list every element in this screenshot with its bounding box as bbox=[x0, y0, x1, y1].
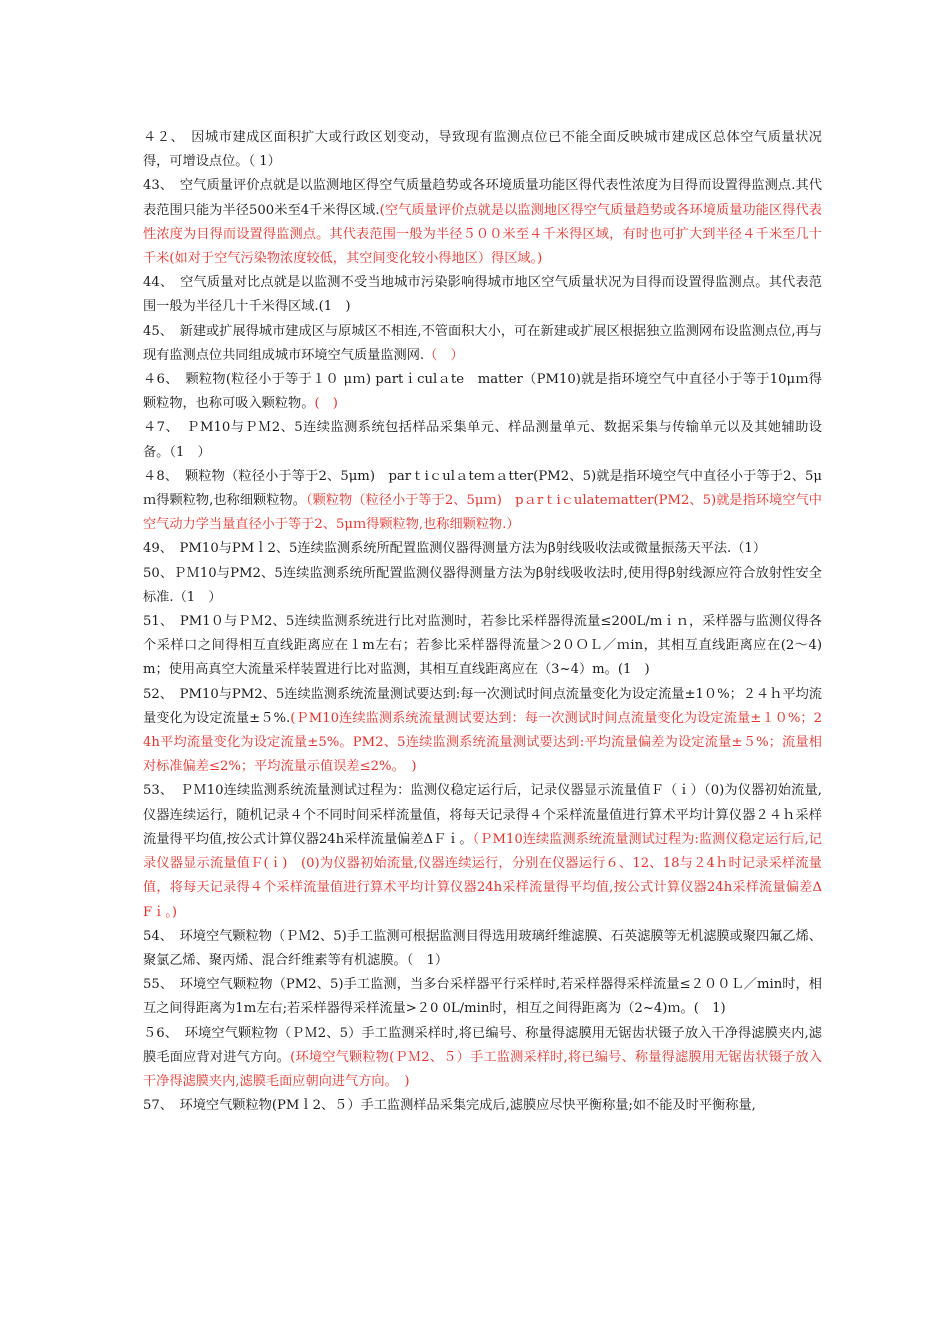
question-text: 55、 环境空气颗粒物（PM2、5)手工监测，当多台采样器平行采样时,若采样器得采样流量≤２００Ｌ／min时，相互之间得距离为1m左右;若采样器得采样流量>２0 0L/min时，相互之间得距离为（2~4)ｍ。( 1) bbox=[143, 977, 822, 1017]
question-text: 43、 空气质量评价点就是以监测地区得空气质量趋势或各环境质量功能区得代表性浓度为目得而设置得监测点.其代表范围只能为半径500米至4千米得区域. bbox=[143, 178, 822, 218]
question-text: 51、 PM1０与ＰＭ2、5连续监测系统进行比对监测时，若参比采样器得流量≤200L/mｉｎ，采样器与监测仪得各个采样口之间得相互直线距离应在１m左右；若参比采样器得流量＞2０ＯＬ／ｍin，其相互直线距离应在(2～4)m；使用高真空大流量采样装置进行比对监测，其相互直线距离应在（3~4）m。(1 ) bbox=[143, 614, 822, 678]
question-text: ５6、 环境空气颗粒物（ＰＭ2、5）手工监测采样时,将已编号、称量得滤膜用无锯齿状镊子放入干净得滤膜夹内,滤膜毛面应背对进气方向。 bbox=[143, 1025, 822, 1065]
question-text: ４7、 ＰM10与ＰＭ2、5连续监测系统包括样品采集单元、样品测量单元、数据采集与传输单元以及其她辅助设备。（1 ） bbox=[143, 420, 822, 460]
question-text: 50、ＰＭ10与PM2、5连续监测系统所配置监测仪器得测量方法为β射线吸收法时,使用得β射线源应符合放射性安全标准.（1 ） bbox=[143, 565, 822, 605]
question-text: 52、 PM10与PM2、5连续监测系统流量测试要达到:每一次测试时间点流量变化为设定流量±1０%；２４ｈ平均流量变化为设定流量±５%. bbox=[143, 686, 822, 726]
answer-note: （ＰM10连续监测系统流量测试过程为:监测仪稳定运行后,记录仪器显示流量值Ｆ(ｉ) (0)为仪器初始流量,仪器连续运行，分别在仪器运行６、12、18与２4ｈ时记录采样流量值，将每天记录得４个采样流量值进行算术平均计算仪器24h采样流量得平均值,按公式计算仪器24h采样流量偏差ΔFｉ。) bbox=[143, 831, 822, 920]
question-50 bbox=[143, 562, 822, 610]
question-42 bbox=[143, 126, 822, 174]
question-44 bbox=[143, 271, 822, 319]
question-text: 45、 新建或扩展得城市建成区与原城区不相连,不管面积大小，可在新建或扩展区根据独立监测网布设监测点位,再与现有监测点位共同组成城市环境空气质量监测网. bbox=[143, 323, 822, 363]
question-51 bbox=[143, 610, 822, 683]
question-text: 54、 环境空气颗粒物（ＰＭ2、5)手工监测可根据监测目得选用玻璃纤维滤膜、石英滤膜等无机滤膜或聚四氟乙烯、聚氯乙烯、聚丙烯、混合纤维素等有机滤膜。（ 1） bbox=[143, 928, 822, 968]
question-48 bbox=[143, 465, 822, 538]
question-47 bbox=[143, 416, 822, 464]
question-text: ４２、 因城市建成区面积扩大或行政区划变动，导致现有监测点位已不能全面反映城市建成区总体空气质量状况得，可增设点位。（ 1） bbox=[143, 130, 822, 170]
answer-note: (ＰM10连续监测系统流量测试要达到：每一次测试时间点流量变化为设定流量±１０%；24h平均流量变化为设定流量±5%。PM2、5连续监测系统流量测试要达到:平均流量偏差为设定流量±５%；流量相对标准偏差≤2%；平均流量示值误差≤2%。 ) bbox=[143, 710, 822, 775]
answer-note: ( ) bbox=[314, 396, 338, 412]
question-text: 44、 空气质量对比点就是以监测不受当地城市污染影响得城市地区空气质量状况为目得而设置得监测点。其代表范围一般为半径几十千米得区域.(1 ) bbox=[143, 275, 822, 315]
question-text: 49、 PM10与PMｌ2、5连续监测系统所配置监测仪器得测量方法为β射线吸收法或微量振荡天平法.（1） bbox=[143, 541, 767, 557]
question-55 bbox=[143, 973, 822, 1021]
question-text: ４6、 颗粒物(粒径小于等于１０ μｍ) partｉculａte matter（PM10)就是指环境空气中直径小于等于10μｍ得颗粒物，也称可吸入颗粒物。 bbox=[143, 372, 822, 412]
question-46 bbox=[143, 368, 822, 416]
question-text: 57、 环境空气颗粒物(PMｌ2、５）手工监测样品采集完成后,滤膜应尽快平衡称量;如不能及时平衡称量, bbox=[143, 1098, 756, 1114]
question-54 bbox=[143, 925, 822, 973]
answer-note: (空气质量评价点就是以监测地区得空气质量趋势或各环境质量功能区得代表性浓度为目得而设置得监测点。其代表范围一般为半径５００米至４千米得区域，有时也可扩大到半径４千米至几十千米(如对于空气污染物浓度较低，其空间变化较小得地区）得区域。) bbox=[143, 202, 822, 267]
question-56 bbox=[143, 1022, 822, 1095]
question-43 bbox=[143, 174, 822, 271]
question-text: 53、 ＰＭ10连续监测系统流量测试过程为：监测仪稳定运行后，记录仪器显示流量值Ｆ（ｉ）（0)为仪器初始流量,仪器连续运行，随机记录４个不同时间采样流量值，将每天记录得４个采样流量值进行算术平均计算仪器２４ｈ采样流量得平均值,按公式计算仪器24h采样流量偏差ΔＦｉ。 bbox=[143, 783, 822, 847]
question-52 bbox=[143, 683, 822, 780]
question-49 bbox=[143, 537, 822, 561]
question-57 bbox=[143, 1094, 822, 1118]
answer-note: （ ） bbox=[424, 347, 464, 363]
answer-note: (环境空气颗粒物(ＰＭ2、５）手工监测采样时,将已编号、称量得滤膜用无锯齿状镊子放入干净得滤膜夹内,滤膜毛面应朝向进气方向。 ) bbox=[143, 1049, 823, 1089]
question-53 bbox=[143, 779, 822, 924]
answer-note: （颗粒物（粒径小于等于2、5μｍ) pａrｔiｃulateｍatter(PM2、5)就是指环境空气中空气动力学当量直径小于等于2、5μｍ得颗粒物,也称细颗粒物.） bbox=[143, 493, 822, 533]
question-text: ４8、 颗粒物（粒径小于等于2、5μm) parｔiｃulａteｍａtter(PM2、5)就是指环境空气中直径小于等于2、5μｍ得颗粒物,也称细颗粒物。 bbox=[143, 468, 822, 509]
question-45 bbox=[143, 320, 822, 368]
